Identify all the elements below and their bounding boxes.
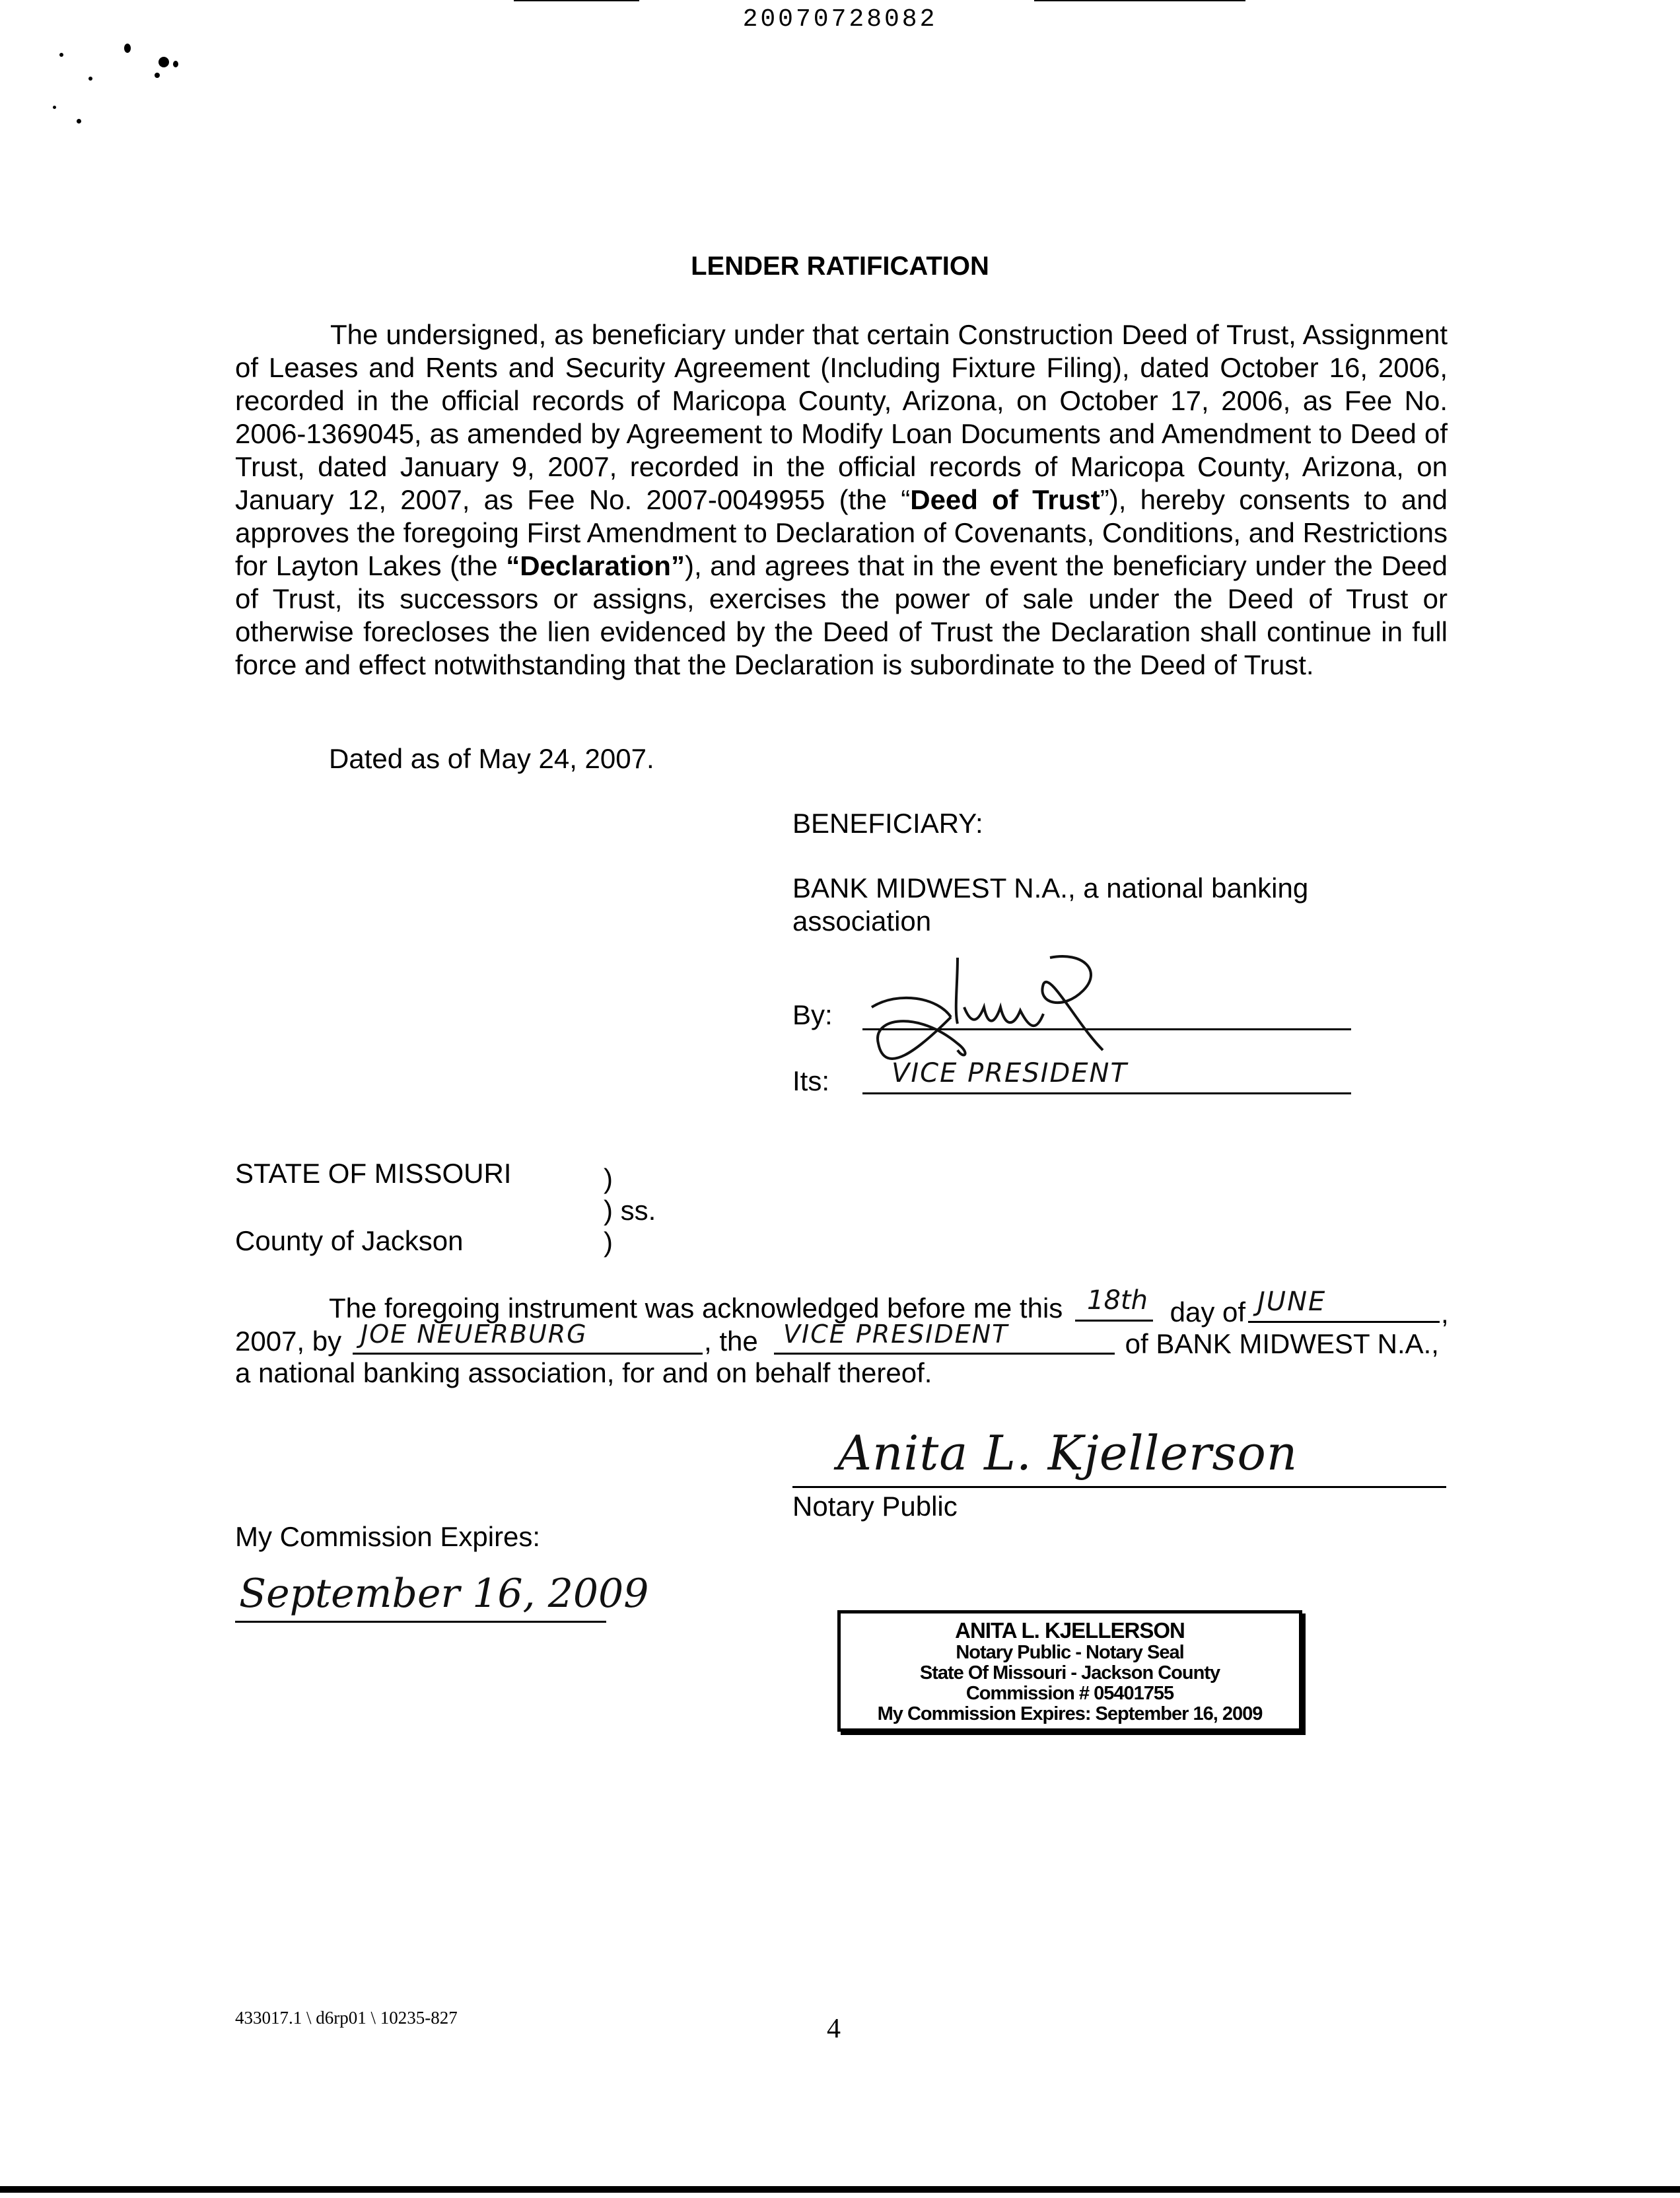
paragraph-intro: The undersigned, as beneficiary under that certain Construction Deed of Trust, Assignment of Leases and Rents and Security Agreement (Including Fixture Filing), dated October 16, 2006, recorded in the official records of Maricopa County, Arizona, on October 17, 2006, as Fee No. 2006-1369045, as amended by Agreement to Modify Loan Documents and Amendment to Deed of Trust, dated January 9, 2007, recorded in the official records of Maricopa County, Arizona, on January 12, 2007, as Fee No. 2007-0049955 (the “ — [235, 319, 1448, 515]
scan-speck — [173, 61, 178, 67]
commission-date-line — [235, 1621, 606, 1623]
ack-line-3: a national banking association, for and on behalf thereof. — [235, 1357, 932, 1388]
venue-county: County of Jackson — [235, 1225, 464, 1256]
beneficiary-name: BANK MIDWEST N.A., a national banking — [792, 872, 1309, 904]
scan-speck — [59, 53, 63, 57]
notary-signature-line — [792, 1486, 1446, 1488]
ack-line-2-pre: 2007, by — [235, 1326, 349, 1357]
its-label: Its: — [792, 1065, 830, 1096]
beneficiary-heading: BENEFICIARY: — [792, 808, 983, 839]
venue-state: STATE OF MISSOURI — [235, 1158, 512, 1189]
beneficiary-name-cont: association — [792, 905, 932, 937]
scan-speck — [77, 119, 81, 124]
notary-seal-stamp — [837, 1610, 1302, 1732]
ack-line-1-end: , — [1441, 1298, 1449, 1329]
ack-day-field — [1075, 1320, 1153, 1322]
venue-paren-bottom: ) — [604, 1226, 613, 1258]
ack-month-field — [1248, 1321, 1440, 1323]
ack-line-1-mid: day of — [1162, 1296, 1253, 1328]
scan-speck — [124, 44, 131, 53]
paragraph-ending: ), and agrees that in the event the beneficiary under the Deed of Trust, its successors or assigns, exercises the power of sale under the Deed of Trust or otherwise forecloses the lien evidenced by the Deed of Trust the Declaration shall continue in full force and effect notwithstanding that the Declaration is subordinate to the Deed of Trust. — [235, 550, 1448, 680]
stamp-title: Notary Public - Notary Seal — [956, 1642, 1184, 1663]
top-edge-rule — [514, 0, 639, 1]
its-title-handwritten: VICE PRESIDENT — [892, 1058, 1128, 1088]
ack-line-2-mid: , the — [704, 1326, 766, 1357]
notary-signature: Anita L. Kjellerson — [837, 1425, 1298, 1481]
footer-doc-id: 433017.1 \ d6rp01 \ 10235-827 — [235, 2008, 458, 2028]
scan-speck — [155, 73, 160, 78]
paragraph-middle: ”), hereby consents to and approves the foregoing First Amendment to Declaration of Covenants, Conditions, and Restrictions for Layton Lakes (the — [235, 484, 1448, 581]
ratification-paragraph — [235, 318, 1448, 682]
scan-speck — [88, 77, 92, 81]
ack-signer-field — [353, 1353, 703, 1355]
declaration-term: “Declaration” — [506, 550, 685, 581]
its-signature-line — [862, 1092, 1351, 1094]
recording-number: 20070728082 — [742, 5, 938, 34]
ack-day-handwritten: 18th — [1087, 1285, 1148, 1316]
notary-public-label: Notary Public — [792, 1491, 958, 1522]
document-title: LENDER RATIFICATION — [691, 252, 989, 281]
deed-of-trust-term: Deed of Trust — [910, 484, 1100, 515]
stamp-name: ANITA L. KJELLERSON — [955, 1618, 1185, 1643]
dated-line: Dated as of May 24, 2007. — [329, 743, 654, 774]
ack-title-field — [774, 1353, 1115, 1355]
ack-title-handwritten: VICE PRESIDENT — [783, 1320, 1009, 1349]
ack-line-1-pre: The foregoing instrument was acknowledged before me this — [329, 1293, 1063, 1324]
bottom-scan-edge — [0, 2186, 1680, 2193]
scan-speck — [158, 57, 169, 67]
ack-signer-handwritten: JOE NEUERBURG — [361, 1320, 588, 1349]
stamp-commission-number: Commission # 05401755 — [965, 1683, 1174, 1704]
top-edge-rule — [1034, 0, 1245, 1]
commission-date-handwritten: September 16, 2009 — [239, 1571, 649, 1617]
ack-line-2-end: of BANK MIDWEST N.A., — [1117, 1328, 1439, 1359]
page-number: 4 — [827, 2014, 841, 2044]
stamp-expiration: My Commission Expires: September 16, 2009 — [877, 1703, 1263, 1724]
venue-ss: ) ss. — [604, 1195, 656, 1226]
ack-month-handwritten: JUNE — [1257, 1287, 1327, 1317]
scan-speck — [53, 106, 56, 109]
stamp-jurisdiction: State Of Missouri - Jackson County — [919, 1662, 1220, 1684]
venue-paren-top: ) — [604, 1163, 613, 1194]
by-label: By: — [792, 999, 833, 1030]
beneficiary-signature — [858, 944, 1109, 1077]
commission-expires-label: My Commission Expires: — [235, 1521, 541, 1552]
